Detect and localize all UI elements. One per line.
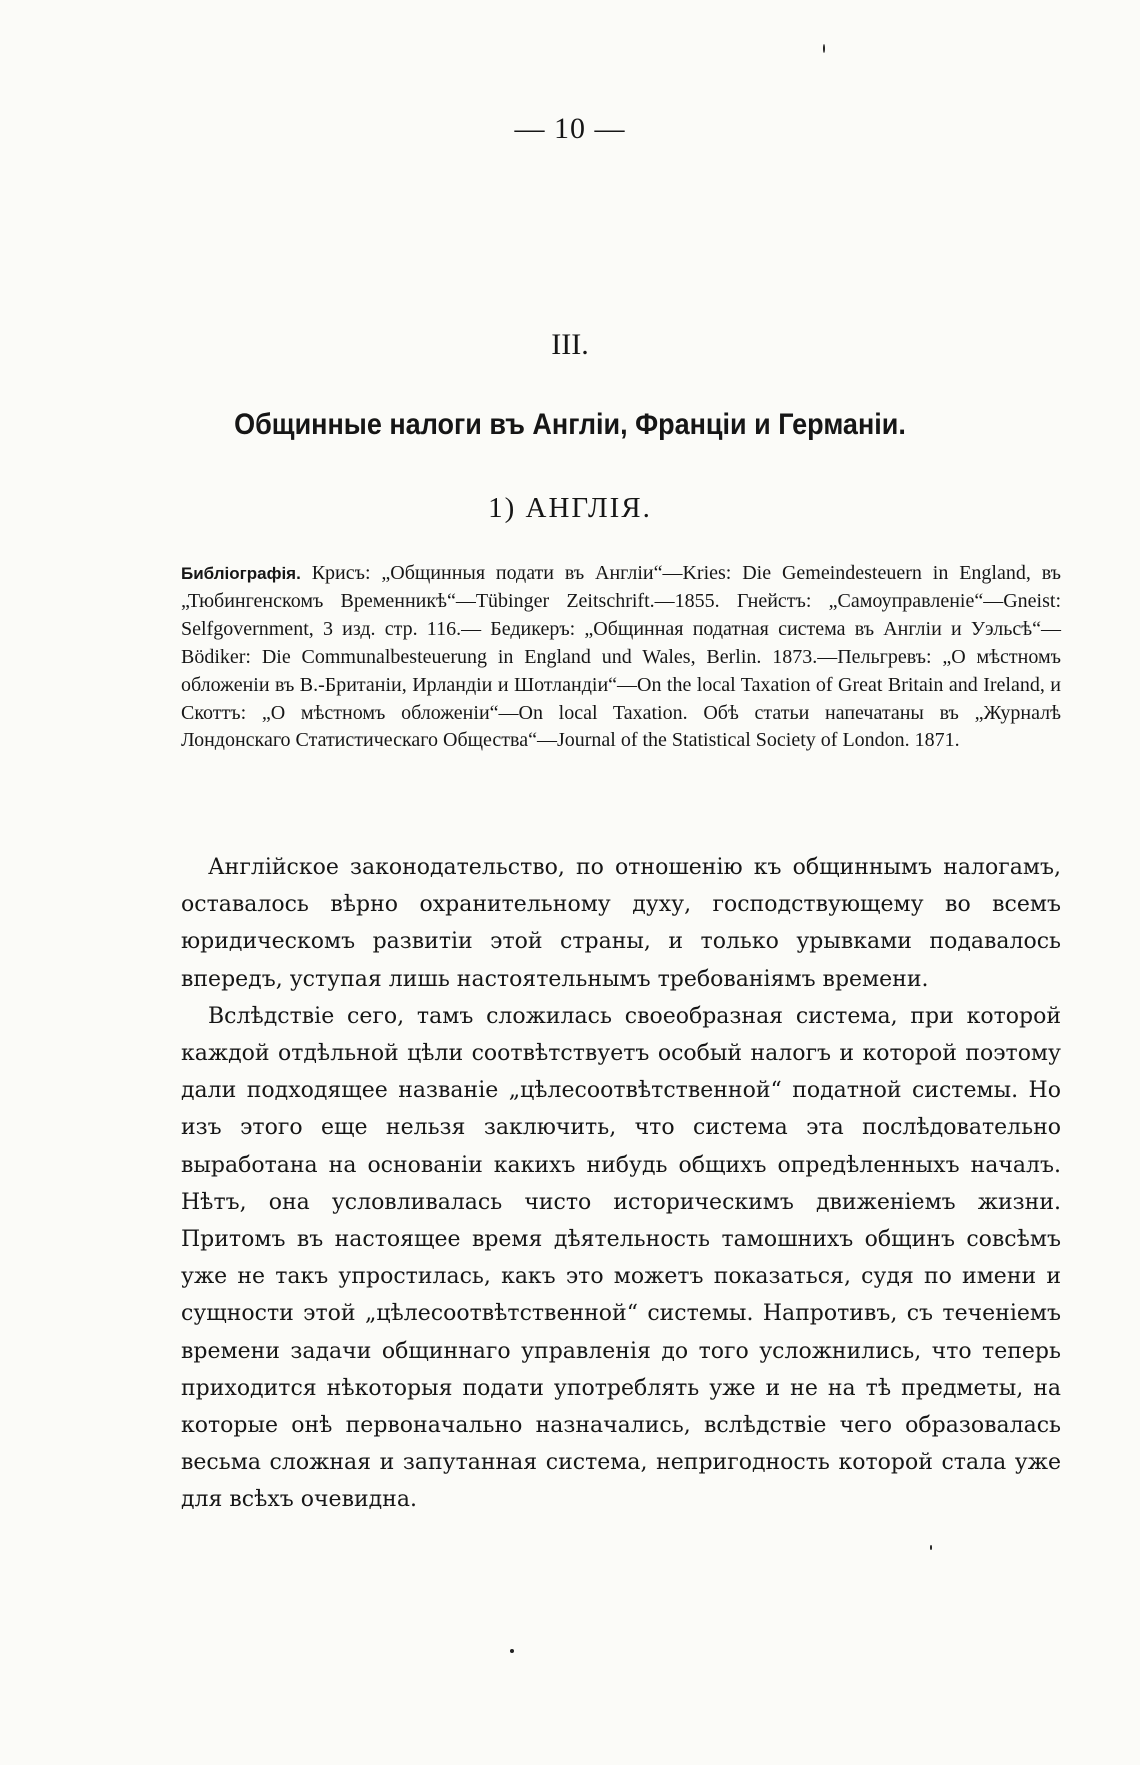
page-number: — 10 — [514,112,626,145]
bibliography-block [181,560,1061,755]
print-speck [823,44,825,53]
section-title: 1) АНГЛІЯ. [488,492,652,524]
print-speck [510,1649,514,1653]
body-text [181,849,1061,1519]
print-speck [930,1545,932,1550]
bibliography-label: Библіографія. [181,564,301,583]
chapter-number: III. [551,328,589,361]
chapter-title: Общинные налоги въ Англіи, Франціи и Германіи. [234,408,906,441]
bibliography-text: Крисъ: „Общинныя подати въ Англіи“—Kries: Die Gemeindesteuern in England, въ „Тюбингенскомъ Временникѣ“—Tübinger Zeitschrift.—1855. Гнейстъ: „Самоуправленіе“—Gneist: Selfgovernment, 3 изд. стр. 116.— Бедикеръ: „Общинная податная система въ Англіи и Уэльсѣ“—Bödiker: Die Communalbesteuerung in England und Wales, Berlin. 1873.—Пельгревъ: „О мѣстномъ обложеніи въ В.-Британіи, Ирландіи и Шотландіи“—On the local Taxation of Great Britain and Ireland, и Скоттъ: „О мѣстномъ обложеніи“—On local Taxation. Обѣ статьи напечатаны въ „Журналѣ Лондонскаго Статистическаго Общества“—Journal of the Statistical Society of London. 1871. [181,562,1062,752]
paragraph-1: Англійское законодательство, по отношенію къ общиннымъ налогамъ, оставалось вѣрно охранительному духу, господствующему во всемъ юридическомъ развитіи этой страны, и только урывками подавалось впередъ, уступая лишь настоятельнымъ требованіямъ времени. [181,855,1061,992]
paragraph-2: Вслѣдствіе сего, тамъ сложилась своеобразная система, при которой каждой отдѣльной цѣли соотвѣтствуетъ особый налогъ и которой поэтому дали подходящее названіе „цѣлесоотвѣтственной“ податной системы. Но изъ этого еще нельзя заключить, что система эта послѣдовательно выработана на основаніи какихъ нибудь общихъ опредѣленныхъ началъ. Нѣтъ, она условливалась чисто историческимъ движеніемъ жизни. Притомъ въ настоящее время дѣятельность тамошнихъ общинъ совсѣмъ уже не такъ упростилась, какъ это можетъ показаться, судя по имени и сущности этой „цѣлесоотвѣтственной“ системы. Напротивъ, съ теченіемъ времени задачи общиннаго управленія до того усложнились, что теперь приходится нѣкоторыя подати употреблять уже и не на тѣ предметы, на которые онѣ первоначально назначались, вслѣдствіе чего образовалась весьма сложная и запутанная система, непригодность которой стала уже для всѣхъ очевидна. [181,1003,1061,1513]
